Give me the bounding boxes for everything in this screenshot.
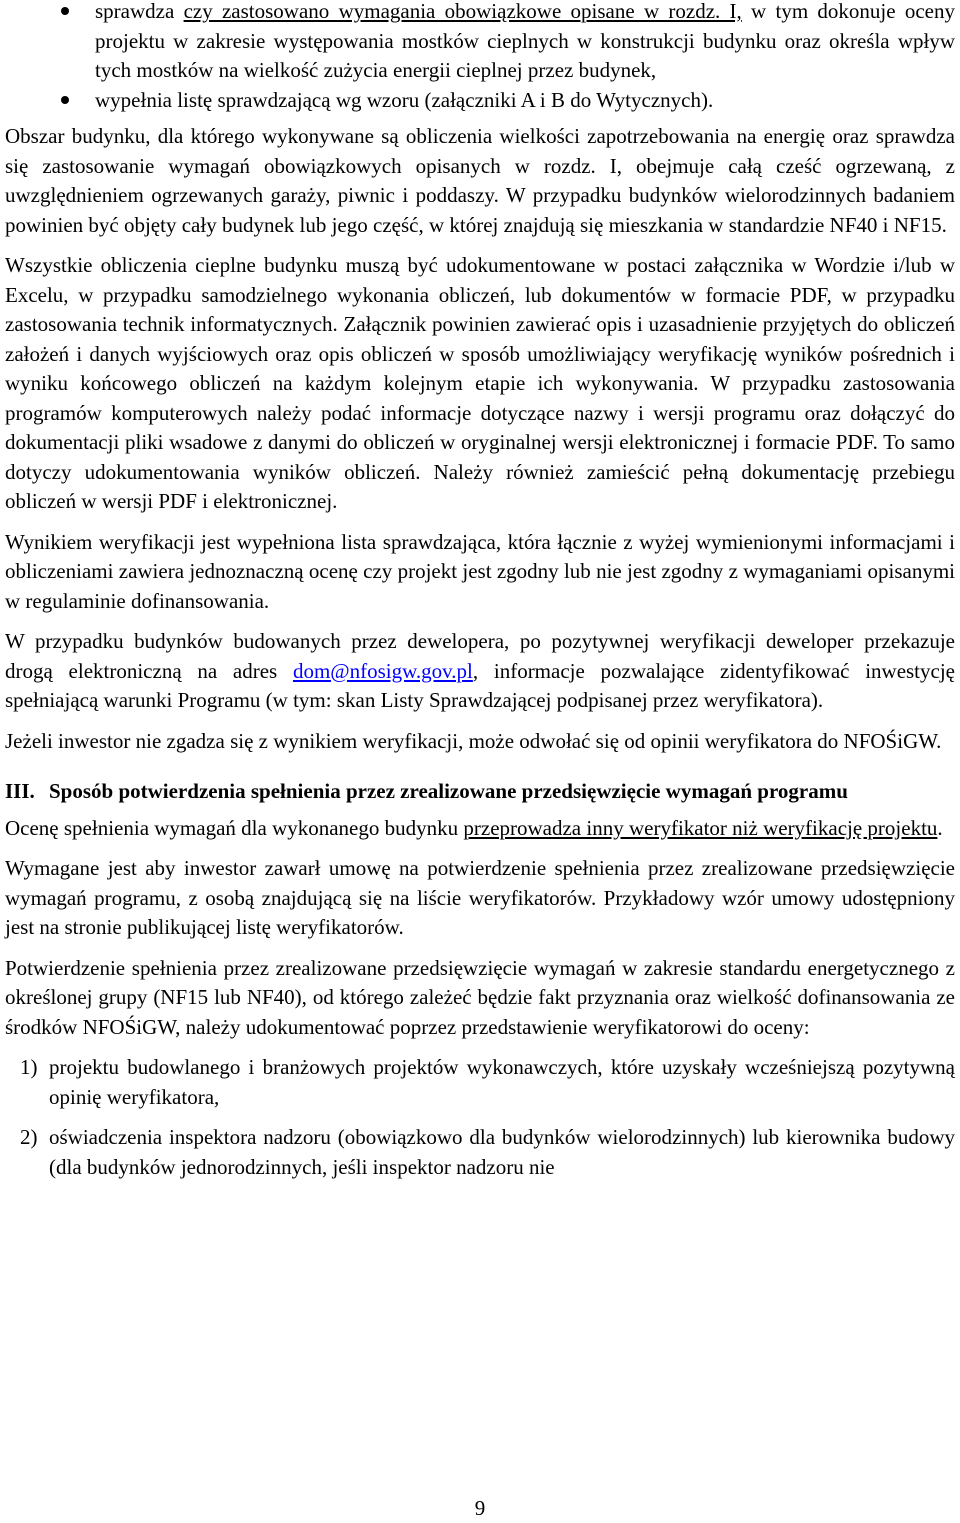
developer-text-pre: W przypadku budynków budowanych przez dewelopera, po pozytywnej weryfikacji deweloper przekazuje drogą elektroniczną na adres (5, 629, 955, 683)
bullet-dot-icon (61, 96, 69, 104)
assessment-text-post: . (937, 815, 943, 840)
section-heading (5, 777, 955, 807)
paragraph-contract: Wymagane jest aby inwestor zawarł umowę na potwierdzenie spełnienia przez zrealizowane przedsięwzięcie wymagań programu, z osobą znajdującą się na liście weryfikatorów. Przykładowy wzór umowy udostępniony jest na stronie publikującej listę weryfikatorów. (5, 856, 955, 939)
bullet-item-1 (5, 0, 955, 86)
developer-text-post: , informacje pozwalające zidentyfikować inwestycję spełniającą warunki Programu (w tym: skan Listy Sprawdzającej podpisanej przez weryfikatora). (5, 658, 955, 712)
paragraph-building-area: Obszar budynku, dla którego wykonywane są obliczenia wielkości zapotrzebowania na energię oraz sprawdza się zastosowanie wymagań obowiązkowych opisanych w rozdz. I, obejmuje całą cześć ogrzewaną, z uwzględnieniem ogrzewanych garaży, piwnic i poddaszy. W przypadku budynków wielorodzinnych badaniem powinien być objęty cały budynek lub jego część, w której znajdują się mieszkania w standardzie NF40 i NF15. (5, 124, 955, 237)
document-page (5, 0, 955, 1193)
paragraph-confirmation: Potwierdzenie spełnienia przez zrealizowane przedsięwzięcie wymagań w zakresie standardu energetycznego z określonej grupy (NF15 lub NF40), od którego zależeć będzie fakt przyznania oraz wielkość dofinansowania ze środków NFOŚiGW, należy udokumentować poprzez przedstawienie weryfikatorowi do oceny: (5, 955, 955, 1039)
section-title: Sposób potwierdzenia spełnienia przez zrealizowane przedsięwzięcie wymagań programu (49, 779, 848, 803)
bullet-item-2 (5, 86, 955, 116)
paragraph-verification-result: Wynikiem weryfikacji jest wypełniona lista sprawdzająca, która łącznie z wyżej wymienionymi informacjami i obliczeniami zawiera jednoznaczną ocenę czy projekt jest zgodny lub nie jest zgodny z wymaganiami opisanymi w regulaminie dofinansowania. (5, 529, 955, 613)
bullet-2-text: wypełnia listę sprawdzającą wg wzoru (załączniki A i B do Wytycznych). (95, 87, 714, 112)
numbered-item-2 (5, 1123, 955, 1182)
bullet-1-post: w tym dokonuje oceny projektu w zakresie występowania mostków cieplnych w konstrukcji budynku oraz określa wpływ tych mostków na wielkość zużycia energii cieplnej przez budynek, (95, 0, 955, 82)
paragraph-appeal: Jeżeli inwestor nie zgadza się z wynikiem weryfikacji, może odwołać się od opinii weryfikatora do NFOŚiGW. (5, 728, 942, 753)
numbered-item-1 (5, 1053, 955, 1112)
paragraph-developer (5, 627, 955, 716)
numbered-item-1-number: 1) (20, 1055, 38, 1079)
bullet-list (5, 0, 955, 115)
numbered-list (5, 1053, 955, 1182)
assessment-text-underlined: przeprowadza inny weryfikator niż weryfikację projektu (463, 815, 938, 840)
paragraph-assessment (5, 814, 955, 844)
email-link[interactable]: dom@nfosigw.gov.pl (292, 658, 473, 683)
section-number: III. (5, 779, 35, 803)
bullet-1-underlined: czy zastosowano wymagania obowiązkowe opisane w rozdz. I, (183, 0, 742, 23)
numbered-item-2-text: oświadczenia inspektora nadzoru (obowiązkowo dla budynków wielorodzinnych) lub kierownika budowy (dla budynków jednorodzinnych, jeśli inspektor nadzoru nie (49, 1125, 955, 1179)
numbered-item-2-number: 2) (20, 1125, 38, 1149)
assessment-text-pre: Ocenę spełnienia wymagań dla wykonanego budynku (5, 815, 464, 840)
paragraph-calculations-documentation: Wszystkie obliczenia cieplne budynku muszą być udokumentowane w postaci załącznika w Wordzie i/lub w Excelu, w przypadku samodzielnego wykonania obliczeń, lub dokumentów w formacie PDF, w przypadku zastosowania technik informatycznych. Załącznik powinien zawierać opis i uzasadnienie przyjętych do obliczeń założeń i danych wyjściowych oraz opis obliczeń w sposób umożliwiający weryfikację wyników pośrednich i wyniku końcowego obliczeń na każdym kolejnym etapie ich wykonywania. W przypadku zastosowania programów komputerowych należy podać informacje dotyczące nazwy i wersji programu oraz dołączyć do dokumentacji pliki wsadowe z danymi do obliczeń w oryginalnej wersji elektronicznej i formacie PDF. To samo dotyczy udokumentowania wyników obliczeń. Należy również zamieścić pełną dokumentację przebiegu obliczeń w wersji PDF i elektronicznej. (5, 253, 955, 513)
page-number: 9 (474, 1496, 486, 1520)
bullet-1-pre: sprawdza (95, 0, 184, 23)
bullet-dot-icon (61, 7, 69, 15)
numbered-item-1-text: projektu budowlanego i branżowych projektów wykonawczych, które uzyskały wcześniejszą pozytywną opinię weryfikatora, (49, 1055, 955, 1109)
